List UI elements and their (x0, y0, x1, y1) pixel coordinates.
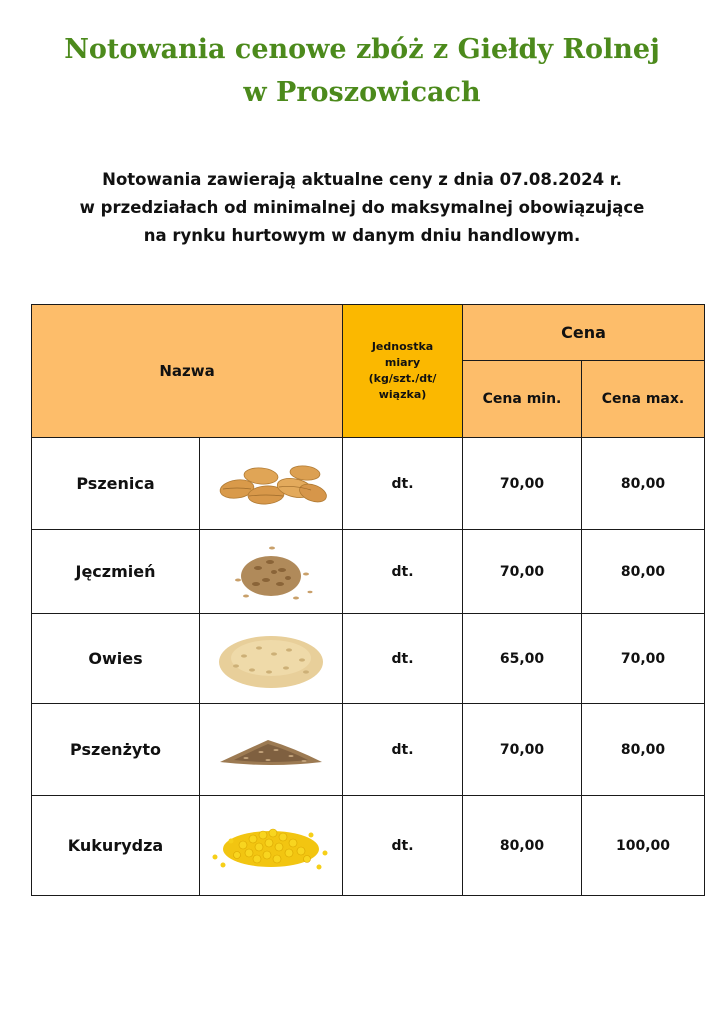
row-price-max: 70,00 (582, 614, 705, 704)
header-unit-label: Jednostka miary (kg/szt./dt/ wiązka) (368, 340, 437, 401)
triticale-grains-image (200, 704, 343, 796)
header-price-min: Cena min. (463, 361, 582, 438)
row-name: Owies (32, 614, 200, 704)
row-name: Pszenżyto (32, 704, 200, 796)
row-name: Kukurydza (32, 796, 200, 896)
page-subtitle (0, 166, 724, 250)
table-row (32, 530, 705, 614)
table-row (32, 438, 705, 530)
row-price-max: 80,00 (582, 704, 705, 796)
row-price-min: 70,00 (463, 438, 582, 530)
row-unit: dt. (343, 438, 463, 530)
table-row (32, 796, 705, 896)
row-price-min: 70,00 (463, 704, 582, 796)
row-unit: dt. (343, 530, 463, 614)
row-price-min: 65,00 (463, 614, 582, 704)
row-name: Jęczmień (32, 530, 200, 614)
page-title (0, 28, 724, 114)
subtitle-line-3: na rynku hurtowym w danym dniu handlowym. (143, 226, 581, 245)
row-price-max: 80,00 (582, 530, 705, 614)
table-row (32, 704, 705, 796)
header-price: Cena (463, 305, 705, 361)
row-unit: dt. (343, 614, 463, 704)
barley-grains-image (200, 530, 343, 614)
subtitle-line-1: Notowania zawierają aktualne ceny z dnia 07.08.2024 r. (102, 170, 622, 189)
page-title-line-1: Notowania cenowe zbóż z Giełdy Rolnej (64, 34, 660, 65)
row-price-min: 80,00 (463, 796, 582, 896)
row-name: Pszenica (32, 438, 200, 530)
wheat-grains-image (200, 438, 343, 530)
table-row (32, 614, 705, 704)
row-price-min: 70,00 (463, 530, 582, 614)
header-name: Nazwa (32, 305, 343, 438)
header-price-max: Cena max. (582, 361, 705, 438)
oat-grains-image (200, 614, 343, 704)
corn-kernels-image (200, 796, 343, 896)
row-unit: dt. (343, 796, 463, 896)
row-unit: dt. (343, 704, 463, 796)
row-price-max: 100,00 (582, 796, 705, 896)
subtitle-line-2: w przedziałach od minimalnej do maksymalnej obowiązujące (79, 198, 645, 217)
price-table (31, 304, 705, 896)
header-unit (343, 305, 463, 438)
row-price-max: 80,00 (582, 438, 705, 530)
page-title-line-2: w Proszowicach (243, 77, 481, 108)
